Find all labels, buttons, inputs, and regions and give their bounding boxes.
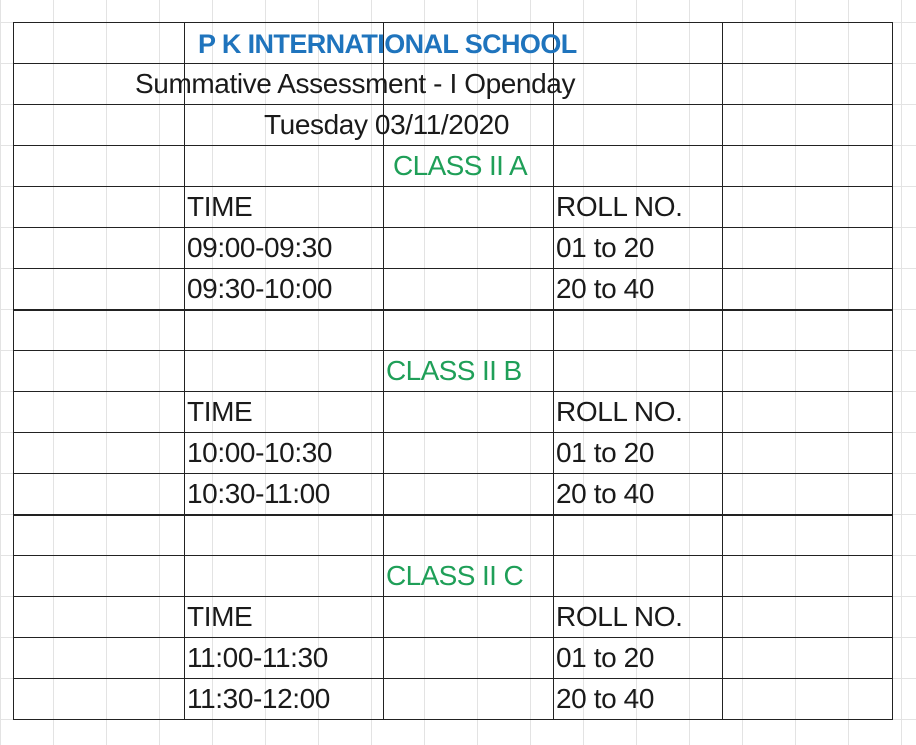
row-border: [13, 227, 893, 228]
roll-cell: 20 to 40: [556, 273, 654, 304]
time-cell: 09:30-10:00: [187, 273, 333, 304]
row-border: [13, 104, 893, 105]
row-border: [13, 678, 893, 679]
row-border: [13, 22, 893, 23]
row-border: [13, 309, 893, 311]
assessment-title: Summative Assessment - I Openday: [135, 68, 576, 99]
class-label: CLASS II A: [393, 150, 528, 181]
class-label: CLASS II C: [386, 560, 524, 591]
column-border: [13, 22, 14, 719]
assessment-date: Tuesday 03/11/2020: [264, 109, 509, 140]
row-border: [13, 350, 893, 351]
column-border: [892, 22, 893, 719]
column-border: [722, 22, 723, 719]
roll-cell: 01 to 20: [556, 642, 654, 673]
row-border: [13, 637, 893, 638]
roll-header: ROLL NO.: [556, 191, 683, 222]
time-cell: 11:30-12:00: [187, 683, 330, 714]
time-cell: 10:00-10:30: [187, 437, 333, 468]
time-cell: 10:30-11:00: [187, 478, 330, 509]
time-cell: 09:00-09:30: [187, 232, 333, 263]
column-border: [553, 22, 554, 719]
row-border: [13, 268, 893, 269]
roll-cell: 20 to 40: [556, 683, 654, 714]
row-border: [13, 186, 893, 187]
row-border: [13, 473, 893, 474]
row-border: [13, 145, 893, 146]
roll-cell: 20 to 40: [556, 478, 654, 509]
time-header: TIME: [187, 396, 253, 427]
school-name: P K INTERNATIONAL SCHOOL: [198, 29, 577, 59]
row-border: [13, 719, 893, 720]
row-border: [13, 391, 893, 392]
row-border: [13, 63, 893, 64]
time-header: TIME: [187, 191, 253, 222]
time-header: TIME: [187, 601, 253, 632]
row-border: [13, 432, 893, 433]
row-border: [13, 514, 893, 516]
class-label: CLASS II B: [386, 355, 522, 386]
roll-cell: 01 to 20: [556, 437, 654, 468]
column-border: [184, 22, 185, 719]
roll-header: ROLL NO.: [556, 601, 683, 632]
roll-cell: 01 to 20: [556, 232, 654, 263]
row-border: [13, 555, 893, 556]
time-cell: 11:00-11:30: [187, 642, 328, 673]
row-border: [13, 596, 893, 597]
roll-header: ROLL NO.: [556, 396, 683, 427]
